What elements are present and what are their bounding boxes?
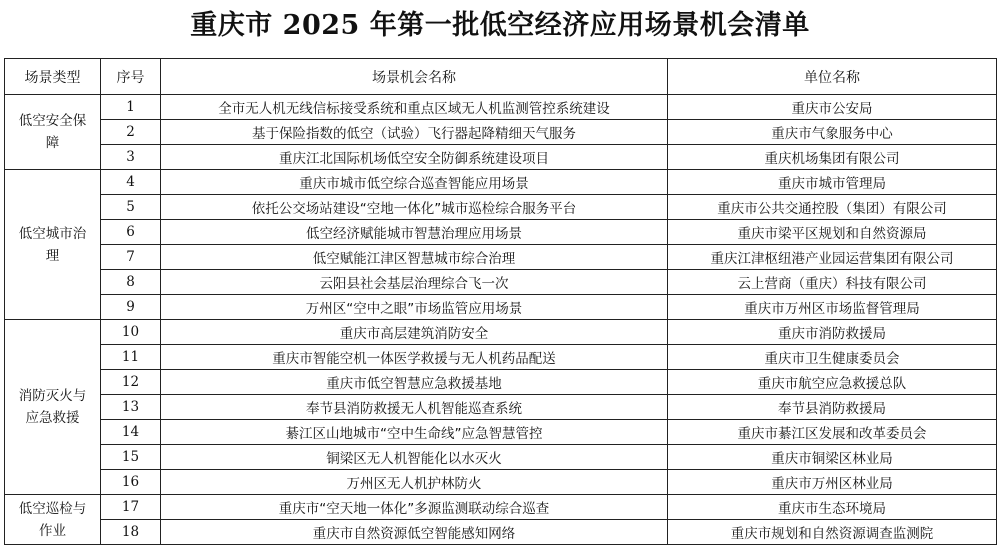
category-label: 消防灭火与应急救援 (18, 388, 87, 426)
table-row (5, 270, 997, 295)
scene-name-cell: 低空经济赋能城市智慧治理应用场景 (161, 220, 668, 245)
table-header-row (5, 59, 997, 95)
scene-name-cell: 重庆市自然资源低空智能感知网络 (161, 520, 668, 545)
table-row (5, 520, 997, 545)
table-row (5, 395, 997, 420)
document-title: 重庆市 2025 年第一批低空经济应用场景机会清单 (190, 10, 810, 41)
seq-cell: 14 (101, 420, 161, 445)
table-row (5, 445, 997, 470)
unit-name-cell: 奉节县消防救援局 (668, 395, 997, 420)
seq-cell: 3 (101, 145, 161, 170)
unit-name-cell: 云上营商（重庆）科技有限公司 (668, 270, 997, 295)
unit-name-cell: 重庆市万州区市场监督管理局 (668, 295, 997, 320)
header-seq: 序号 (101, 59, 161, 95)
seq-cell: 13 (101, 395, 161, 420)
seq-cell: 12 (101, 370, 161, 395)
table-row (5, 195, 997, 220)
unit-name-cell: 重庆市航空应急救援总队 (668, 370, 997, 395)
table-row (5, 345, 997, 370)
table-row (5, 295, 997, 320)
table-row (5, 245, 997, 270)
scene-name-cell: 重庆江北国际机场低空安全防御系统建设项目 (161, 145, 668, 170)
unit-name-cell: 重庆市城市管理局 (668, 170, 997, 195)
seq-cell: 15 (101, 445, 161, 470)
header-category: 场景类型 (5, 59, 101, 95)
table-row (5, 320, 997, 345)
category-cell (5, 95, 101, 170)
unit-name-cell: 重庆市万州区林业局 (668, 470, 997, 495)
seq-cell: 1 (101, 95, 161, 120)
unit-name-cell: 重庆市公共交通控股（集团）有限公司 (668, 195, 997, 220)
scene-name-cell: 低空赋能江津区智慧城市综合治理 (161, 245, 668, 270)
seq-cell: 16 (101, 470, 161, 495)
scene-name-cell: 重庆市高层建筑消防安全 (161, 320, 668, 345)
table-row (5, 170, 997, 195)
unit-name-cell: 重庆市梁平区规划和自然资源局 (668, 220, 997, 245)
scene-name-cell: 奉节县消防救援无人机智能巡查系统 (161, 395, 668, 420)
unit-name-cell: 重庆市卫生健康委员会 (668, 345, 997, 370)
category-label: 低空安全保障 (18, 113, 87, 151)
unit-name-cell: 重庆江津枢纽港产业园运营集团有限公司 (668, 245, 997, 270)
seq-cell: 2 (101, 120, 161, 145)
category-cell (5, 170, 101, 320)
unit-name-cell: 重庆市綦江区发展和改革委员会 (668, 420, 997, 445)
scene-name-cell: 全市无人机无线信标接受系统和重点区域无人机监测管控系统建设 (161, 95, 668, 120)
scene-name-cell: 重庆市城市低空综合巡查智能应用场景 (161, 170, 668, 195)
unit-name-cell: 重庆市规划和自然资源调查监测院 (668, 520, 997, 545)
unit-name-cell: 重庆市消防救援局 (668, 320, 997, 345)
seq-cell: 8 (101, 270, 161, 295)
seq-cell: 10 (101, 320, 161, 345)
scene-name-cell: 万州区“空中之眼”市场监管应用场景 (161, 295, 668, 320)
seq-cell: 17 (101, 495, 161, 520)
table-row (5, 470, 997, 495)
scene-table (4, 58, 997, 545)
seq-cell: 18 (101, 520, 161, 545)
unit-name-cell: 重庆市公安局 (668, 95, 997, 120)
seq-cell: 4 (101, 170, 161, 195)
category-label: 低空巡检与作业 (18, 500, 87, 539)
unit-name-cell: 重庆机场集团有限公司 (668, 145, 997, 170)
seq-cell: 6 (101, 220, 161, 245)
scene-name-cell: 铜梁区无人机智能化以水灭火 (161, 445, 668, 470)
header-unit-name: 单位名称 (668, 59, 997, 95)
scene-name-cell: 綦江区山地城市“空中生命线”应急智慧管控 (161, 420, 668, 445)
table-body (5, 95, 997, 545)
table-row (5, 95, 997, 120)
category-cell (5, 495, 101, 545)
scene-name-cell: 重庆市低空智慧应急救援基地 (161, 370, 668, 395)
seq-cell: 7 (101, 245, 161, 270)
unit-name-cell: 重庆市铜梁区林业局 (668, 445, 997, 470)
header-scene-name: 场景机会名称 (161, 59, 668, 95)
table-row (5, 420, 997, 445)
seq-cell: 5 (101, 195, 161, 220)
table-row (5, 120, 997, 145)
category-label: 低空城市治理 (18, 225, 87, 264)
table-row (5, 220, 997, 245)
category-cell (5, 320, 101, 495)
scene-name-cell: 重庆市“空天地一体化”多源监测联动综合巡查 (161, 495, 668, 520)
unit-name-cell: 重庆市气象服务中心 (668, 120, 997, 145)
seq-cell: 11 (101, 345, 161, 370)
unit-name-cell: 重庆市生态环境局 (668, 495, 997, 520)
seq-cell: 9 (101, 295, 161, 320)
scene-name-cell: 基于保险指数的低空（试验）飞行器起降精细天气服务 (161, 120, 668, 145)
scene-name-cell: 重庆市智能空机一体医学救援与无人机药品配送 (161, 345, 668, 370)
scene-name-cell: 万州区无人机护林防火 (161, 470, 668, 495)
table-row (5, 495, 997, 520)
table-row (5, 370, 997, 395)
table-row (5, 145, 997, 170)
scene-name-cell: 云阳县社会基层治理综合飞一次 (161, 270, 668, 295)
scene-name-cell: 依托公交场站建设“空地一体化”城市巡检综合服务平台 (161, 195, 668, 220)
